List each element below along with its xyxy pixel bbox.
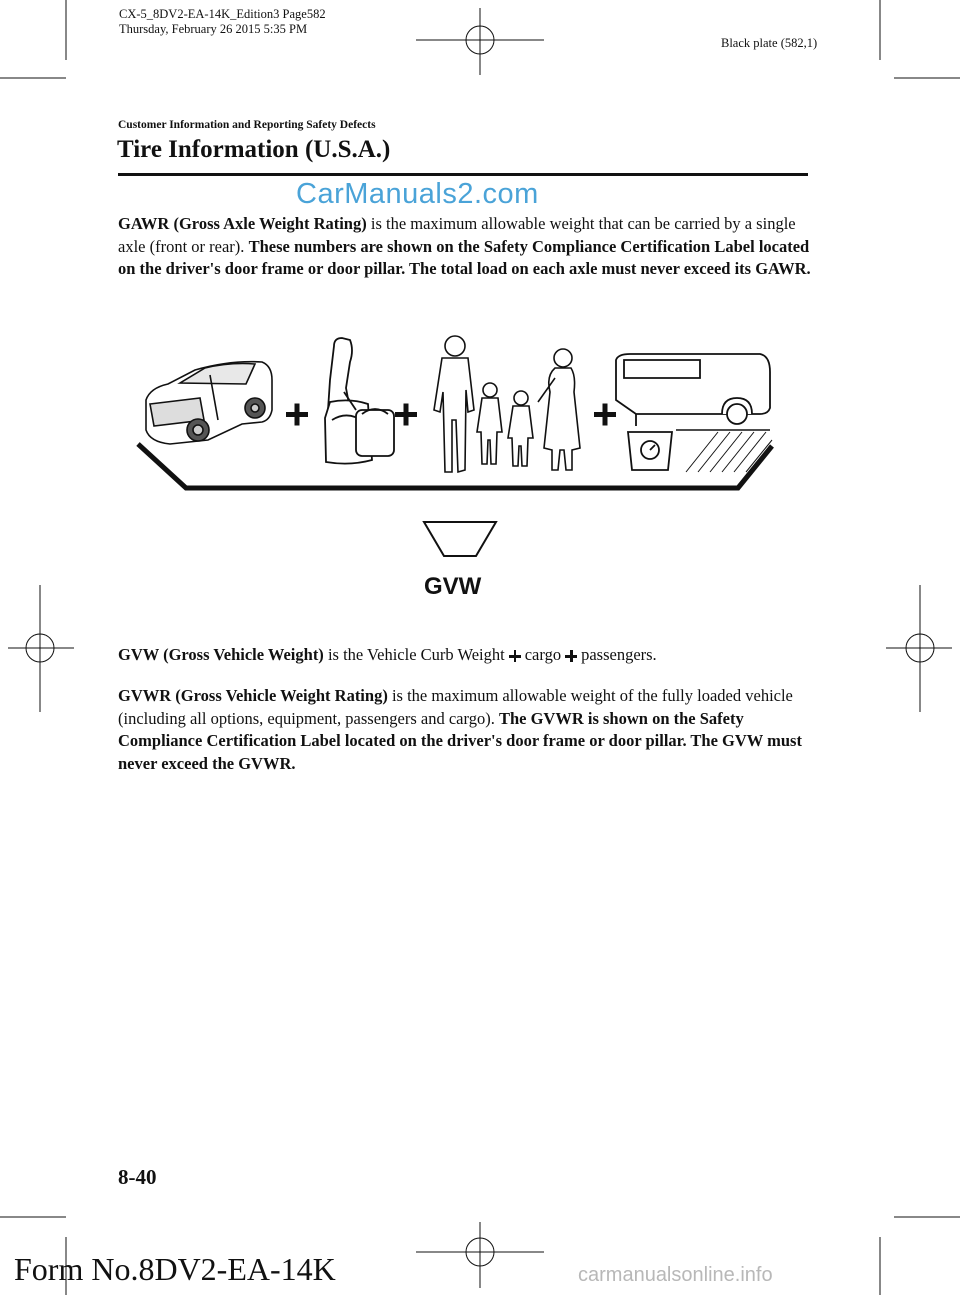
gvwr-term: GVWR (Gross Vehicle Weight Rating) bbox=[118, 686, 388, 705]
car-icon bbox=[146, 362, 272, 444]
gvw-paragraph bbox=[118, 644, 813, 667]
down-arrow-icon bbox=[424, 522, 496, 556]
page-title: Tire Information (U.S.A.) bbox=[117, 136, 391, 163]
family-icon bbox=[434, 336, 580, 472]
gvw-text-2: cargo bbox=[524, 645, 562, 664]
scale-icon bbox=[628, 432, 672, 470]
trailer-icon bbox=[616, 354, 770, 426]
gawr-bold: These numbers are shown on the Safety Compliance Certification Label located on the driver's door frame or door pillar. The total load on each axle must never exceed its GAWR. bbox=[118, 236, 811, 278]
gvw-label: GVW bbox=[424, 573, 482, 600]
gvwr-paragraph bbox=[118, 685, 813, 775]
form-number: Form No.8DV2-EA-14K bbox=[14, 1251, 336, 1287]
gvw-term: GVW (Gross Vehicle Weight) bbox=[118, 645, 324, 664]
print-timestamp: Thursday, February 26 2015 5:35 PM bbox=[119, 22, 308, 36]
gvw-text-1: is the Vehicle Curb Weight bbox=[323, 645, 505, 664]
gvwr-bold: The GVWR is shown on the Safety Compliance Certification Label located on the driver's door frame or door pillar. The GVW must never exceed the GVWR. bbox=[118, 708, 802, 773]
gawr-text: is the maximum allowable weight that can be carried by a single axle (front or rear). bbox=[118, 214, 796, 256]
watermark-top: CarManuals2.com bbox=[296, 178, 539, 210]
total-bracket bbox=[138, 444, 772, 488]
gvw-text-3: passengers. bbox=[581, 645, 657, 664]
section-heading: Customer Information and Reporting Safety Defects bbox=[118, 119, 376, 131]
page-number: 8-40 bbox=[118, 1165, 157, 1189]
plate-label: Black plate (582,1) bbox=[721, 36, 818, 50]
ground-hatch bbox=[686, 432, 772, 472]
doc-id: CX-5_8DV2-EA-14K_Edition3 Page582 bbox=[119, 7, 326, 21]
luggage-icon bbox=[325, 338, 394, 464]
plus-icon bbox=[565, 650, 577, 662]
watermark-bottom: carmanualsonline.info bbox=[578, 1264, 773, 1286]
plus-icon bbox=[509, 650, 521, 662]
gawr-term: GAWR (Gross Axle Weight Rating) bbox=[118, 214, 367, 233]
gvwr-text: is the maximum allowable weight of the fully loaded vehicle (including all options, equipment, passengers and cargo). bbox=[118, 686, 793, 728]
